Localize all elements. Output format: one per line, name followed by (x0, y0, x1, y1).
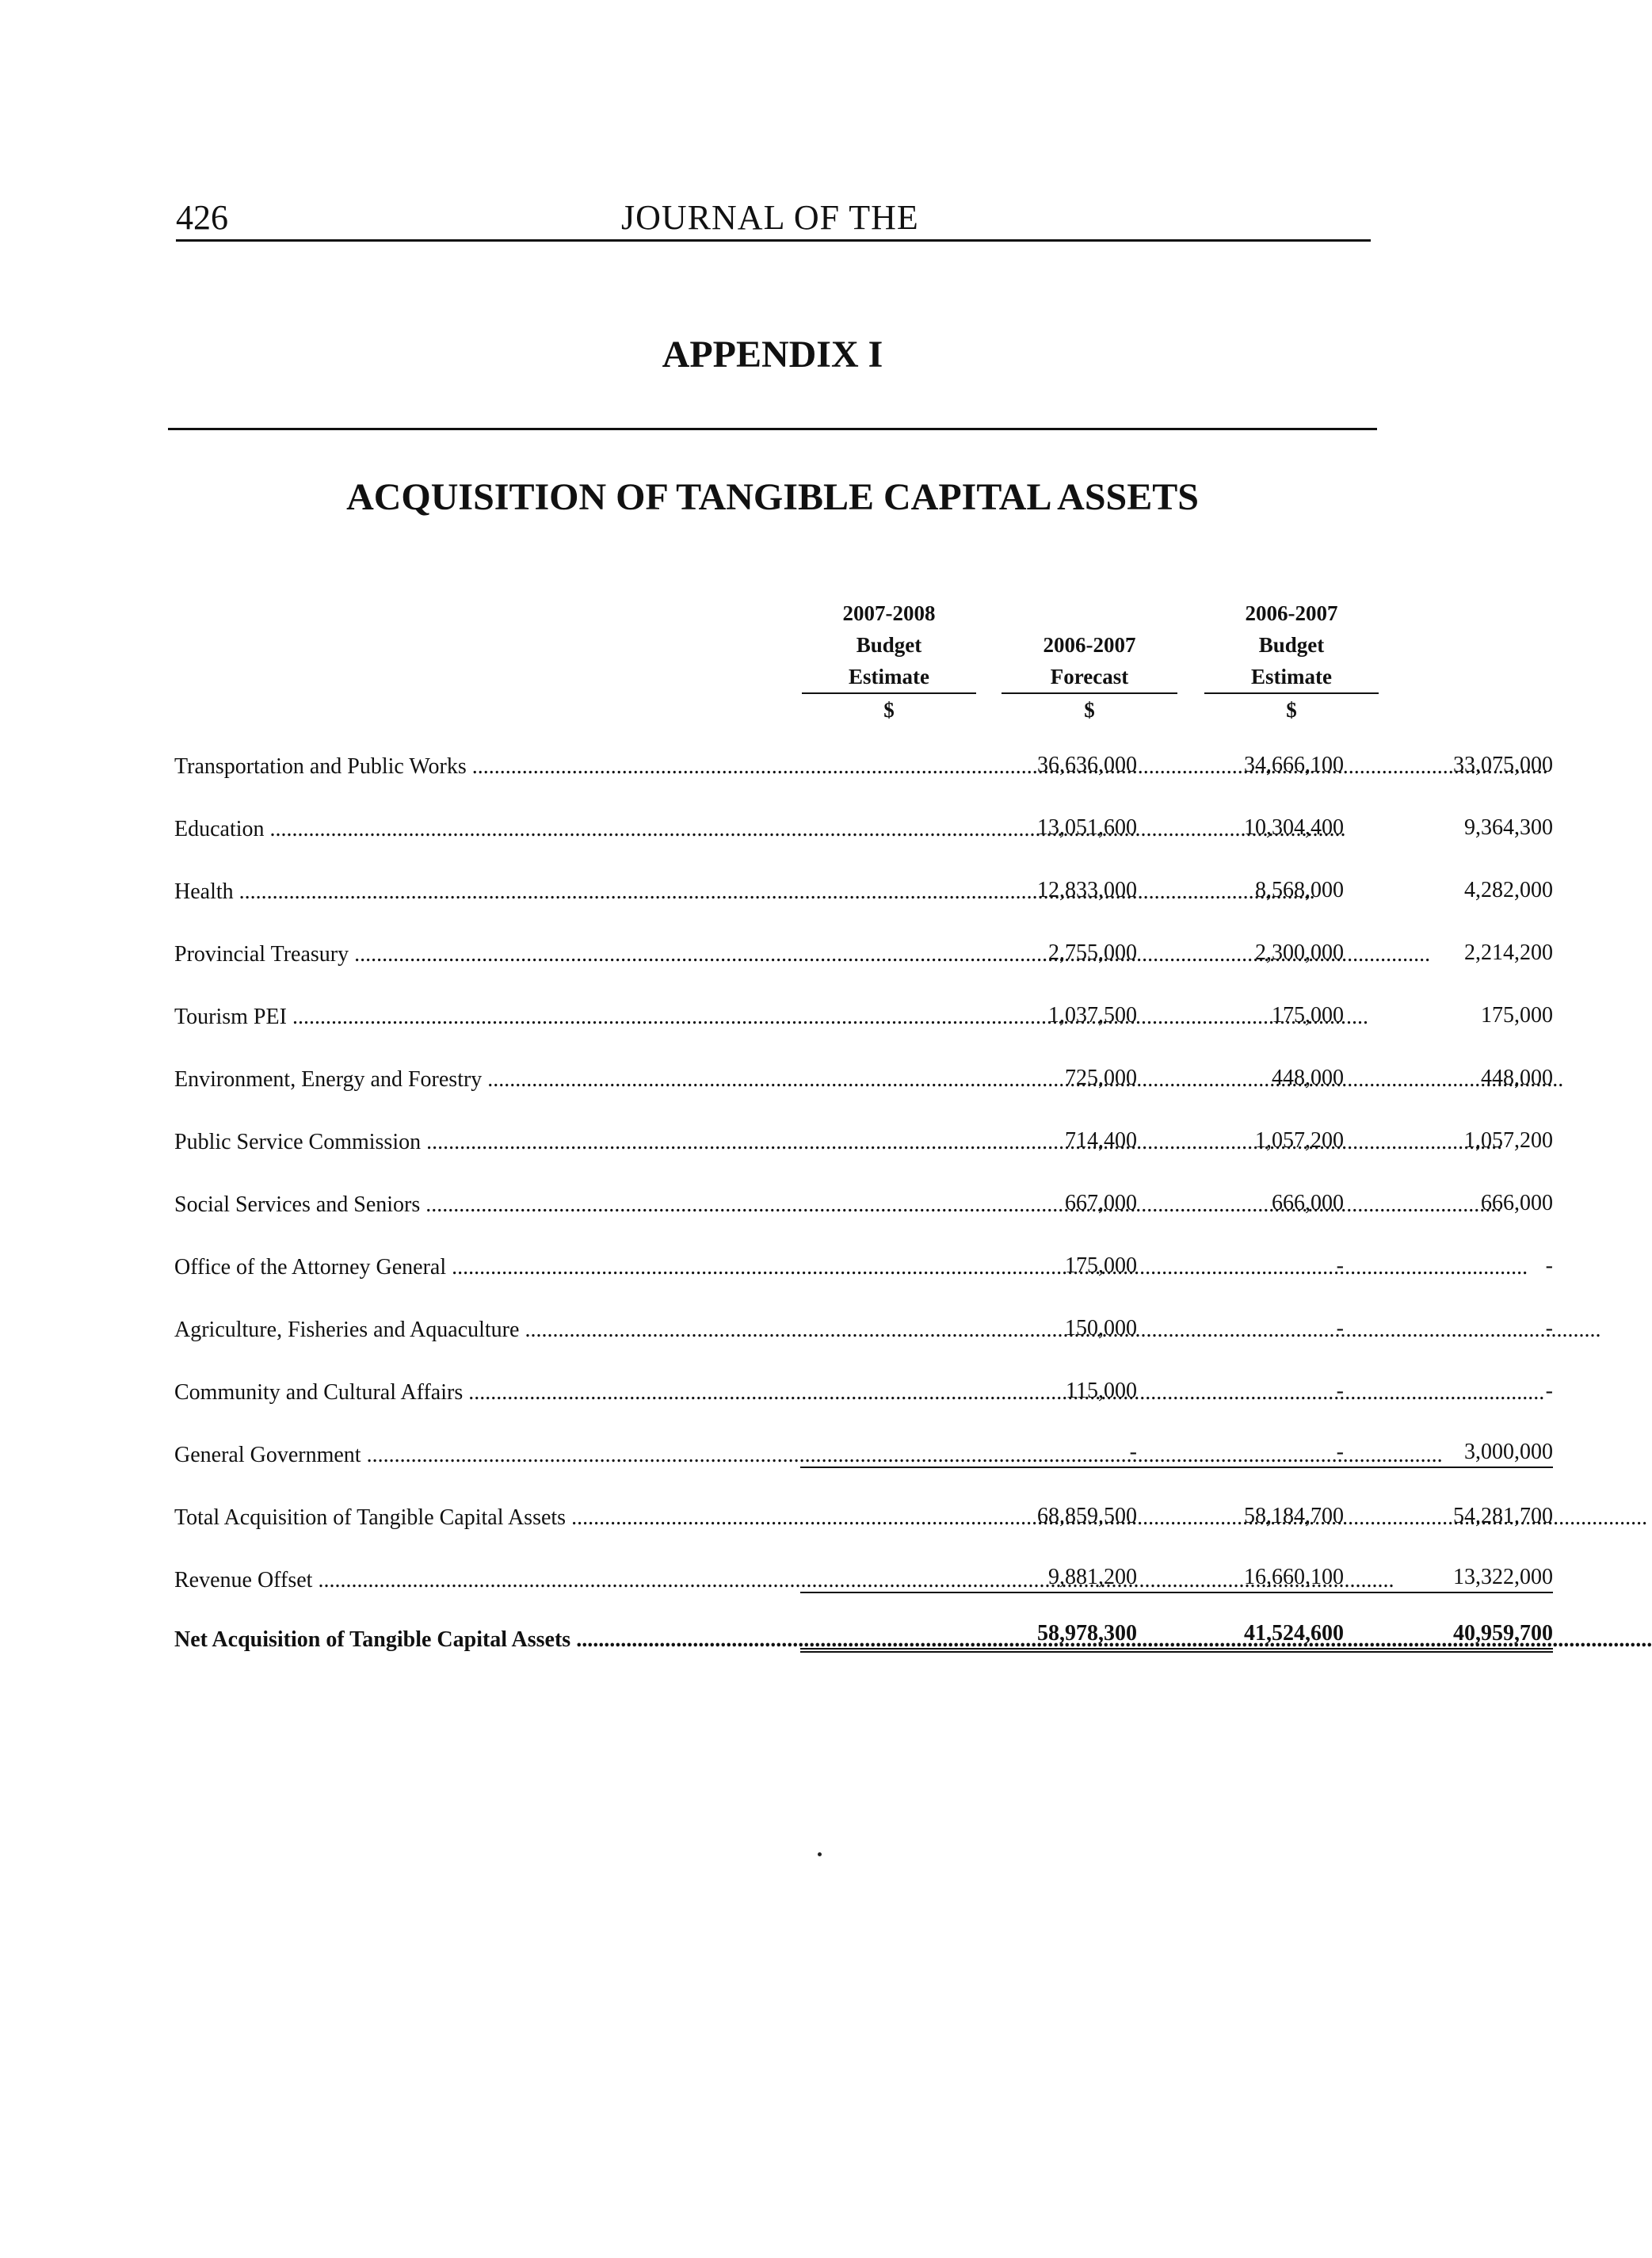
total-row (174, 1499, 1553, 1531)
row-label: Agriculture, Fisheries and Aquaculture ..... (174, 1318, 784, 1343)
value-2007-2008-budget: 667,000 (1065, 1191, 1137, 1215)
document-title: ACQUISITION OF TANGIBLE CAPITAL ASSETS (346, 476, 1199, 518)
running-title: JOURNAL OF THE (621, 198, 919, 237)
column-header-2007-2008-budget-estimate (802, 597, 976, 726)
value-2007-2008-budget: 9,881,200 (800, 1565, 1137, 1593)
table-row (174, 1374, 1553, 1406)
value-2006-2007-budget: 13,322,000 (1212, 1565, 1553, 1593)
row-label: Community and Cultural Affairs ..... (174, 1380, 784, 1406)
value-2007-2008-budget: 13,051,600 (1037, 815, 1137, 840)
page-number: 426 (176, 198, 228, 237)
value-2006-2007-forecast: 58,184,700 (1244, 1504, 1344, 1528)
column-header-line: 2006-2007 (1043, 633, 1136, 657)
value-2007-2008-budget: 58,978,300 (800, 1621, 1137, 1653)
value-2007-2008-budget: 175,000 (1065, 1253, 1137, 1278)
column-unit: $ (1084, 698, 1095, 722)
net-total-row (174, 1621, 1553, 1653)
value-2006-2007-forecast: - (1027, 1440, 1344, 1468)
column-header-line: Budget (856, 633, 922, 657)
row-label: Transportation and Public Works ..... (174, 754, 784, 780)
column-header-line: 2006-2007 (1245, 601, 1338, 625)
value-2006-2007-budget: - (1545, 1379, 1553, 1403)
table-row (174, 748, 1553, 780)
row-label: Office of the Attorney General ..... (174, 1255, 784, 1280)
row-label: Provincial Treasury ..... (174, 942, 784, 967)
column-unit: $ (883, 698, 895, 722)
column-header-line: Estimate (1204, 661, 1379, 694)
column-header-line: 2007-2008 (842, 601, 936, 625)
value-2007-2008-budget: 1,037,500 (1048, 1003, 1137, 1028)
value-2006-2007-budget: 175,000 (1481, 1003, 1553, 1028)
table-row (174, 1123, 1553, 1155)
value-2006-2007-budget: - (1545, 1253, 1553, 1278)
column-header-line: Budget (1258, 633, 1325, 657)
table-row (174, 1249, 1553, 1280)
row-label: Public Service Commission ..... (174, 1130, 784, 1155)
row-label: Education ..... (174, 817, 784, 842)
value-2006-2007-forecast: - (1336, 1253, 1344, 1278)
revenue-offset-row (174, 1562, 1553, 1593)
value-2006-2007-forecast: 16,660,100 (1027, 1565, 1344, 1593)
table-row (174, 811, 1553, 842)
value-2007-2008-budget: 2,755,000 (1048, 940, 1137, 965)
value-2007-2008-budget: 115,000 (1066, 1379, 1137, 1403)
value-2006-2007-forecast: 2,300,000 (1255, 940, 1344, 965)
value-2007-2008-budget: 12,833,000 (1037, 878, 1137, 902)
row-label: General Government ..... (174, 1443, 784, 1468)
value-2006-2007-forecast: 10,304,400 (1244, 815, 1344, 840)
value-2006-2007-forecast: 448,000 (1272, 1066, 1344, 1090)
value-2007-2008-budget: 36,636,000 (1037, 753, 1137, 777)
table-row (174, 1436, 1553, 1468)
row-label: Health ..... (174, 879, 784, 905)
value-2007-2008-budget: - (800, 1440, 1137, 1468)
column-header-2006-2007-forecast (1002, 629, 1177, 726)
value-2006-2007-forecast: 41,524,600 (1027, 1621, 1344, 1653)
value-2007-2008-budget: 150,000 (1065, 1316, 1137, 1341)
row-label: Revenue Offset ..... (174, 1568, 784, 1593)
value-2006-2007-forecast: 666,000 (1272, 1191, 1344, 1215)
value-2007-2008-budget: 68,859,500 (1037, 1504, 1137, 1528)
value-2006-2007-budget: 4,282,000 (1464, 878, 1553, 902)
row-label: Net Acquisition of Tangible Capital Assets ..... (174, 1627, 784, 1653)
stray-ink-mark (818, 1852, 822, 1856)
value-2006-2007-budget: 666,000 (1481, 1191, 1553, 1215)
value-2006-2007-budget: 9,364,300 (1464, 815, 1553, 840)
value-2006-2007-forecast: 1,057,200 (1255, 1128, 1344, 1153)
table-row (174, 1061, 1553, 1093)
appendix-title: APPENDIX I (662, 334, 883, 376)
value-2006-2007-forecast: - (1336, 1379, 1344, 1403)
title-divider (168, 428, 1377, 430)
row-label: Social Services and Seniors ..... (174, 1192, 784, 1218)
value-2006-2007-budget: - (1545, 1316, 1553, 1341)
column-header-line: Estimate (802, 661, 976, 694)
value-2006-2007-budget: 33,075,000 (1453, 753, 1553, 777)
value-2006-2007-forecast: 8,568,000 (1255, 878, 1344, 902)
table-row (174, 998, 1553, 1030)
value-2006-2007-budget: 54,281,700 (1453, 1504, 1553, 1528)
value-2006-2007-budget: 448,000 (1481, 1066, 1553, 1090)
table-row (174, 1186, 1553, 1218)
row-label: Environment, Energy and Forestry ..... (174, 1067, 784, 1093)
table-row (174, 1311, 1553, 1343)
row-label: Total Acquisition of Tangible Capital Assets ..... (174, 1505, 784, 1531)
value-2006-2007-forecast: 34,666,100 (1244, 753, 1344, 777)
column-header-2006-2007-budget-estimate (1204, 597, 1379, 726)
column-unit: $ (1286, 698, 1297, 722)
table-row (174, 936, 1553, 967)
value-2007-2008-budget: 725,000 (1065, 1066, 1137, 1090)
value-2006-2007-budget: 3,000,000 (1212, 1440, 1553, 1468)
column-header-line: Forecast (1002, 661, 1177, 694)
row-label: Tourism PEI ..... (174, 1005, 784, 1030)
page-header (176, 193, 1371, 242)
value-2006-2007-forecast: - (1336, 1316, 1344, 1341)
value-2006-2007-budget: 2,214,200 (1464, 940, 1553, 965)
value-2006-2007-budget: 1,057,200 (1464, 1128, 1553, 1153)
value-2007-2008-budget: 714,400 (1065, 1128, 1137, 1153)
value-2006-2007-forecast: 175,000 (1272, 1003, 1344, 1028)
table-row (174, 873, 1553, 905)
value-2006-2007-budget: 40,959,700 (1212, 1621, 1553, 1653)
